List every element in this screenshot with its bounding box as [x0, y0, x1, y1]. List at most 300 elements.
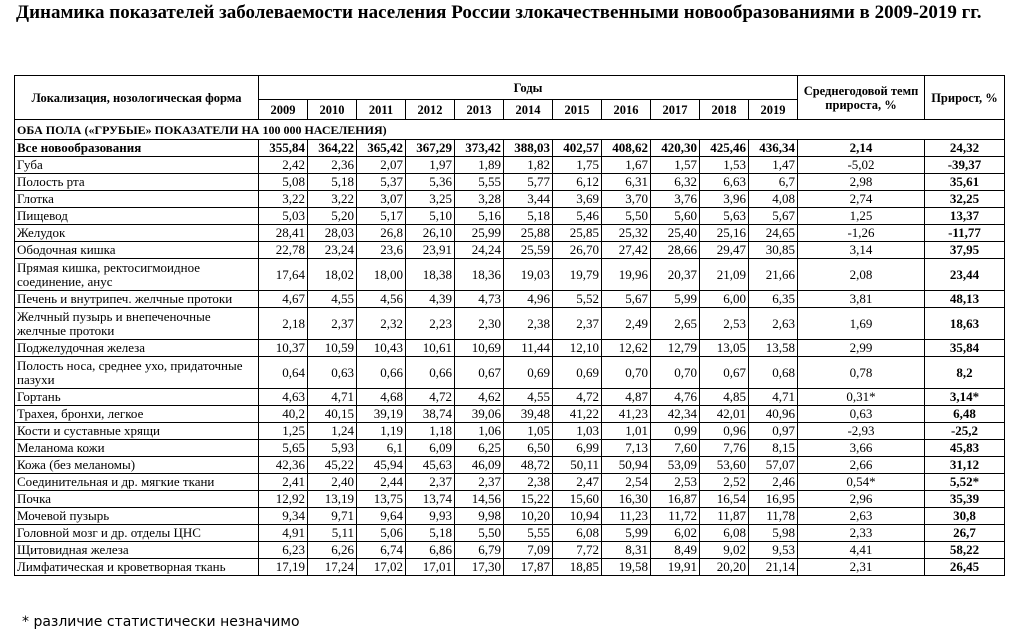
value-cell: 25,59 — [504, 242, 553, 259]
value-cell: 0,66 — [357, 357, 406, 389]
value-cell: 420,30 — [651, 140, 700, 157]
value-cell: 9,93 — [406, 508, 455, 525]
value-cell: 6,08 — [553, 525, 602, 542]
localization-cell: Лимфатическая и кроветворная ткань — [15, 559, 259, 576]
localization-cell: Поджелудочная железа — [15, 340, 259, 357]
footnote: * различие статистически незначимо — [22, 614, 300, 630]
value-cell: 10,69 — [455, 340, 504, 357]
table-row — [15, 457, 1005, 474]
value-cell: 48,72 — [504, 457, 553, 474]
table-row — [15, 225, 1005, 242]
value-cell: 3,22 — [259, 191, 308, 208]
value-cell: 10,61 — [406, 340, 455, 357]
value-cell: 364,22 — [308, 140, 357, 157]
value-cell: 39,06 — [455, 406, 504, 423]
value-cell: 17,24 — [308, 559, 357, 576]
value-cell: 30,85 — [749, 242, 798, 259]
value-cell: 5,18 — [406, 525, 455, 542]
localization-cell: Меланома кожи — [15, 440, 259, 457]
year-header: 2018 — [700, 100, 749, 120]
value-cell: 2,32 — [357, 308, 406, 340]
value-cell: 3,76 — [651, 191, 700, 208]
value-cell: 4,56 — [357, 291, 406, 308]
value-cell: 13,75 — [357, 491, 406, 508]
value-cell: 20,37 — [651, 259, 700, 291]
value-cell: 2,30 — [455, 308, 504, 340]
value-cell: 2,37 — [406, 474, 455, 491]
value-cell: 8,15 — [749, 440, 798, 457]
value-cell: 19,79 — [553, 259, 602, 291]
value-cell: 2,52 — [700, 474, 749, 491]
value-cell: 0,67 — [700, 357, 749, 389]
value-cell: 6,86 — [406, 542, 455, 559]
value-cell: 19,91 — [651, 559, 700, 576]
avg-growth-cell: 0,63 — [798, 406, 925, 423]
value-cell: 42,36 — [259, 457, 308, 474]
value-cell: 25,99 — [455, 225, 504, 242]
value-cell: 41,23 — [602, 406, 651, 423]
section-header: ОБА ПОЛА («ГРУБЫЕ» ПОКАЗАТЕЛИ НА 100 000 НАСЕЛЕНИЯ) — [15, 120, 1005, 140]
value-cell: 1,01 — [602, 423, 651, 440]
value-cell: 23,6 — [357, 242, 406, 259]
value-cell: 0,67 — [455, 357, 504, 389]
value-cell: 5,98 — [749, 525, 798, 542]
value-cell: 7,13 — [602, 440, 651, 457]
localization-cell: Полость носа, среднее ухо, придаточные пазухи — [15, 357, 259, 389]
value-cell: 5,03 — [259, 208, 308, 225]
value-cell: 4,96 — [504, 291, 553, 308]
value-cell: 6,09 — [406, 440, 455, 457]
value-cell: 5,55 — [504, 525, 553, 542]
increase-cell: 45,83 — [925, 440, 1005, 457]
value-cell: 4,91 — [259, 525, 308, 542]
increase-header: Прирост, % — [925, 76, 1005, 120]
value-cell: 17,87 — [504, 559, 553, 576]
value-cell: 0,69 — [553, 357, 602, 389]
year-header: 2009 — [259, 100, 308, 120]
value-cell: 26,8 — [357, 225, 406, 242]
value-cell: 0,70 — [602, 357, 651, 389]
value-cell: 6,02 — [651, 525, 700, 542]
value-cell: 40,96 — [749, 406, 798, 423]
value-cell: 42,01 — [700, 406, 749, 423]
value-cell: 4,72 — [406, 389, 455, 406]
value-cell: 365,42 — [357, 140, 406, 157]
value-cell: 4,63 — [259, 389, 308, 406]
value-cell: 4,71 — [749, 389, 798, 406]
value-cell: 16,54 — [700, 491, 749, 508]
value-cell: 0,96 — [700, 423, 749, 440]
value-cell: 5,17 — [357, 208, 406, 225]
value-cell: 19,03 — [504, 259, 553, 291]
value-cell: 6,63 — [700, 174, 749, 191]
value-cell: 3,28 — [455, 191, 504, 208]
value-cell: 40,15 — [308, 406, 357, 423]
increase-cell: 13,37 — [925, 208, 1005, 225]
value-cell: 6,32 — [651, 174, 700, 191]
value-cell: 19,96 — [602, 259, 651, 291]
value-cell: 4,73 — [455, 291, 504, 308]
value-cell: 5,10 — [406, 208, 455, 225]
avg-growth-cell: 2,99 — [798, 340, 925, 357]
value-cell: 17,02 — [357, 559, 406, 576]
years-header: Годы — [259, 76, 798, 100]
table-row — [15, 208, 1005, 225]
value-cell: 408,62 — [602, 140, 651, 157]
value-cell: 402,57 — [553, 140, 602, 157]
value-cell: 5,08 — [259, 174, 308, 191]
value-cell: 39,48 — [504, 406, 553, 423]
value-cell: 13,19 — [308, 491, 357, 508]
localization-cell: Желудок — [15, 225, 259, 242]
avg-growth-cell: 2,74 — [798, 191, 925, 208]
value-cell: 2,42 — [259, 157, 308, 174]
year-header: 2013 — [455, 100, 504, 120]
value-cell: 19,58 — [602, 559, 651, 576]
localization-cell: Прямая кишка, ректосигмоидное соединение, анус — [15, 259, 259, 291]
value-cell: 5,67 — [602, 291, 651, 308]
value-cell: 4,72 — [553, 389, 602, 406]
value-cell: 9,98 — [455, 508, 504, 525]
value-cell: 5,18 — [308, 174, 357, 191]
value-cell: 5,99 — [602, 525, 651, 542]
value-cell: 41,22 — [553, 406, 602, 423]
value-cell: 45,22 — [308, 457, 357, 474]
value-cell: 6,00 — [700, 291, 749, 308]
localization-cell: Почка — [15, 491, 259, 508]
localization-cell: Полость рта — [15, 174, 259, 191]
value-cell: 23,24 — [308, 242, 357, 259]
value-cell: 1,57 — [651, 157, 700, 174]
value-cell: 3,07 — [357, 191, 406, 208]
table-row — [15, 191, 1005, 208]
value-cell: 24,24 — [455, 242, 504, 259]
avg-growth-cell: 2,96 — [798, 491, 925, 508]
value-cell: 21,66 — [749, 259, 798, 291]
value-cell: 6,26 — [308, 542, 357, 559]
value-cell: 1,82 — [504, 157, 553, 174]
avg-growth-cell: 3,66 — [798, 440, 925, 457]
value-cell: 27,42 — [602, 242, 651, 259]
value-cell: 2,38 — [504, 474, 553, 491]
value-cell: 5,36 — [406, 174, 455, 191]
table-row — [15, 525, 1005, 542]
value-cell: 4,67 — [259, 291, 308, 308]
table-row — [15, 542, 1005, 559]
value-cell: 5,63 — [700, 208, 749, 225]
table-row — [15, 242, 1005, 259]
increase-cell: 6,48 — [925, 406, 1005, 423]
value-cell: 6,79 — [455, 542, 504, 559]
avg-growth-cell: -5,02 — [798, 157, 925, 174]
value-cell: 17,64 — [259, 259, 308, 291]
table-row — [15, 389, 1005, 406]
page-title: Динамика показателей заболеваемости населения России злокачественными новообразованиями в 2009-2019 гг. — [16, 2, 982, 23]
year-header: 2011 — [357, 100, 406, 120]
value-cell: 4,68 — [357, 389, 406, 406]
value-cell: 28,03 — [308, 225, 357, 242]
year-header: 2015 — [553, 100, 602, 120]
value-cell: 8,31 — [602, 542, 651, 559]
table-row — [15, 291, 1005, 308]
increase-cell: 31,12 — [925, 457, 1005, 474]
value-cell: 50,94 — [602, 457, 651, 474]
avg-growth-cell: 2,14 — [798, 140, 925, 157]
localization-cell: Кожа (без меланомы) — [15, 457, 259, 474]
value-cell: 4,76 — [651, 389, 700, 406]
value-cell: 11,72 — [651, 508, 700, 525]
increase-cell: 58,22 — [925, 542, 1005, 559]
value-cell: 3,70 — [602, 191, 651, 208]
value-cell: 17,30 — [455, 559, 504, 576]
value-cell: 9,71 — [308, 508, 357, 525]
year-header: 2012 — [406, 100, 455, 120]
value-cell: 1,67 — [602, 157, 651, 174]
value-cell: 6,1 — [357, 440, 406, 457]
increase-cell: 26,45 — [925, 559, 1005, 576]
value-cell: 355,84 — [259, 140, 308, 157]
value-cell: 21,14 — [749, 559, 798, 576]
value-cell: 1,75 — [553, 157, 602, 174]
value-cell: 6,7 — [749, 174, 798, 191]
increase-cell: -11,77 — [925, 225, 1005, 242]
value-cell: 5,16 — [455, 208, 504, 225]
increase-cell: 48,13 — [925, 291, 1005, 308]
localization-cell: Губа — [15, 157, 259, 174]
avg-growth-cell: 0,54* — [798, 474, 925, 491]
table-row — [15, 157, 1005, 174]
value-cell: 40,2 — [259, 406, 308, 423]
value-cell: 2,37 — [455, 474, 504, 491]
value-cell: 10,59 — [308, 340, 357, 357]
value-cell: 5,77 — [504, 174, 553, 191]
value-cell: 9,34 — [259, 508, 308, 525]
value-cell: 42,34 — [651, 406, 700, 423]
value-cell: 5,67 — [749, 208, 798, 225]
avg-growth-header: Среднегодовой темп прироста, % — [798, 76, 925, 120]
avg-growth-cell: 0,78 — [798, 357, 925, 389]
value-cell: 6,12 — [553, 174, 602, 191]
localization-cell: Печень и внутрипеч. желчные протоки — [15, 291, 259, 308]
increase-cell: 18,63 — [925, 308, 1005, 340]
value-cell: 2,41 — [259, 474, 308, 491]
value-cell: 28,41 — [259, 225, 308, 242]
value-cell: 10,43 — [357, 340, 406, 357]
value-cell: 1,03 — [553, 423, 602, 440]
table-row — [15, 308, 1005, 340]
value-cell: 2,40 — [308, 474, 357, 491]
value-cell: 24,65 — [749, 225, 798, 242]
localization-cell: Соединительная и др. мягкие ткани — [15, 474, 259, 491]
value-cell: 7,09 — [504, 542, 553, 559]
value-cell: 15,22 — [504, 491, 553, 508]
localization-cell: Все новообразования — [15, 140, 259, 157]
localization-cell: Пищевод — [15, 208, 259, 225]
value-cell: 4,55 — [504, 389, 553, 406]
value-cell: 1,24 — [308, 423, 357, 440]
table-row — [15, 508, 1005, 525]
value-cell: 3,22 — [308, 191, 357, 208]
avg-growth-cell: 2,08 — [798, 259, 925, 291]
value-cell: 1,53 — [700, 157, 749, 174]
increase-cell: 32,25 — [925, 191, 1005, 208]
avg-growth-cell: 3,14 — [798, 242, 925, 259]
table-row — [15, 140, 1005, 157]
avg-growth-cell: 2,33 — [798, 525, 925, 542]
avg-growth-cell: 3,81 — [798, 291, 925, 308]
increase-cell: 35,84 — [925, 340, 1005, 357]
value-cell: 2,36 — [308, 157, 357, 174]
value-cell: 0,63 — [308, 357, 357, 389]
value-cell: 45,94 — [357, 457, 406, 474]
value-cell: 11,23 — [602, 508, 651, 525]
value-cell: 373,42 — [455, 140, 504, 157]
value-cell: 7,72 — [553, 542, 602, 559]
value-cell: 5,50 — [602, 208, 651, 225]
value-cell: 2,54 — [602, 474, 651, 491]
value-cell: 26,70 — [553, 242, 602, 259]
value-cell: 1,18 — [406, 423, 455, 440]
value-cell: 23,91 — [406, 242, 455, 259]
year-header: 2010 — [308, 100, 357, 120]
year-header: 2019 — [749, 100, 798, 120]
year-header: 2016 — [602, 100, 651, 120]
value-cell: 17,01 — [406, 559, 455, 576]
value-cell: 3,44 — [504, 191, 553, 208]
value-cell: 25,88 — [504, 225, 553, 242]
value-cell: 5,20 — [308, 208, 357, 225]
value-cell: 5,46 — [553, 208, 602, 225]
value-cell: 1,89 — [455, 157, 504, 174]
value-cell: 25,32 — [602, 225, 651, 242]
value-cell: 29,47 — [700, 242, 749, 259]
value-cell: 18,00 — [357, 259, 406, 291]
value-cell: 9,53 — [749, 542, 798, 559]
value-cell: 15,60 — [553, 491, 602, 508]
value-cell: 0,97 — [749, 423, 798, 440]
value-cell: 2,46 — [749, 474, 798, 491]
increase-cell: 3,14* — [925, 389, 1005, 406]
table-row — [15, 340, 1005, 357]
value-cell: 5,52 — [553, 291, 602, 308]
value-cell: 0,64 — [259, 357, 308, 389]
increase-cell: 23,44 — [925, 259, 1005, 291]
value-cell: 7,76 — [700, 440, 749, 457]
value-cell: 2,63 — [749, 308, 798, 340]
value-cell: 25,16 — [700, 225, 749, 242]
value-cell: 7,60 — [651, 440, 700, 457]
localization-cell: Трахея, бронхи, легкое — [15, 406, 259, 423]
value-cell: 10,20 — [504, 508, 553, 525]
value-cell: 1,06 — [455, 423, 504, 440]
value-cell: 5,60 — [651, 208, 700, 225]
value-cell: 25,40 — [651, 225, 700, 242]
table-row — [15, 491, 1005, 508]
value-cell: 5,37 — [357, 174, 406, 191]
value-cell: 3,69 — [553, 191, 602, 208]
avg-growth-cell: 2,98 — [798, 174, 925, 191]
value-cell: 9,02 — [700, 542, 749, 559]
value-cell: 12,79 — [651, 340, 700, 357]
value-cell: 6,23 — [259, 542, 308, 559]
value-cell: 12,10 — [553, 340, 602, 357]
value-cell: 2,38 — [504, 308, 553, 340]
value-cell: 53,60 — [700, 457, 749, 474]
value-cell: 2,37 — [308, 308, 357, 340]
value-cell: 0,68 — [749, 357, 798, 389]
increase-cell: 35,61 — [925, 174, 1005, 191]
value-cell: 18,36 — [455, 259, 504, 291]
value-cell: 12,92 — [259, 491, 308, 508]
value-cell: 53,09 — [651, 457, 700, 474]
value-cell: 12,62 — [602, 340, 651, 357]
value-cell: 1,19 — [357, 423, 406, 440]
localization-cell: Гортань — [15, 389, 259, 406]
value-cell: 16,95 — [749, 491, 798, 508]
value-cell: 4,39 — [406, 291, 455, 308]
value-cell: 11,87 — [700, 508, 749, 525]
value-cell: 46,09 — [455, 457, 504, 474]
value-cell: 18,02 — [308, 259, 357, 291]
value-cell: 57,07 — [749, 457, 798, 474]
table-row — [15, 423, 1005, 440]
localization-cell: Желчный пузырь и внепеченочные желчные протоки — [15, 308, 259, 340]
value-cell: 2,49 — [602, 308, 651, 340]
table-row — [15, 406, 1005, 423]
value-cell: 0,69 — [504, 357, 553, 389]
avg-growth-cell: 2,63 — [798, 508, 925, 525]
value-cell: 20,20 — [700, 559, 749, 576]
value-cell: 4,62 — [455, 389, 504, 406]
value-cell: 6,50 — [504, 440, 553, 457]
table-row — [15, 440, 1005, 457]
value-cell: 3,25 — [406, 191, 455, 208]
avg-growth-cell: 4,41 — [798, 542, 925, 559]
value-cell: 6,74 — [357, 542, 406, 559]
value-cell: 5,06 — [357, 525, 406, 542]
value-cell: 2,18 — [259, 308, 308, 340]
localization-cell: Кости и суставные хрящи — [15, 423, 259, 440]
value-cell: 6,08 — [700, 525, 749, 542]
value-cell: 4,85 — [700, 389, 749, 406]
value-cell: 50,11 — [553, 457, 602, 474]
value-cell: 14,56 — [455, 491, 504, 508]
value-cell: 2,65 — [651, 308, 700, 340]
table-row — [15, 474, 1005, 491]
value-cell: 13,58 — [749, 340, 798, 357]
value-cell: 367,29 — [406, 140, 455, 157]
value-cell: 10,94 — [553, 508, 602, 525]
value-cell: 4,87 — [602, 389, 651, 406]
value-cell: 5,65 — [259, 440, 308, 457]
value-cell: 6,99 — [553, 440, 602, 457]
table-row — [15, 174, 1005, 191]
localization-header: Локализация, нозологическая форма — [15, 76, 259, 120]
value-cell: 3,96 — [700, 191, 749, 208]
value-cell: 2,07 — [357, 157, 406, 174]
value-cell: 4,08 — [749, 191, 798, 208]
value-cell: 2,23 — [406, 308, 455, 340]
value-cell: 4,55 — [308, 291, 357, 308]
localization-cell: Щитовидная железа — [15, 542, 259, 559]
avg-growth-cell: 2,66 — [798, 457, 925, 474]
value-cell: 17,19 — [259, 559, 308, 576]
localization-cell: Ободочная кишка — [15, 242, 259, 259]
avg-growth-cell: -1,26 — [798, 225, 925, 242]
avg-growth-cell: 0,31* — [798, 389, 925, 406]
value-cell: 6,35 — [749, 291, 798, 308]
localization-cell: Глотка — [15, 191, 259, 208]
